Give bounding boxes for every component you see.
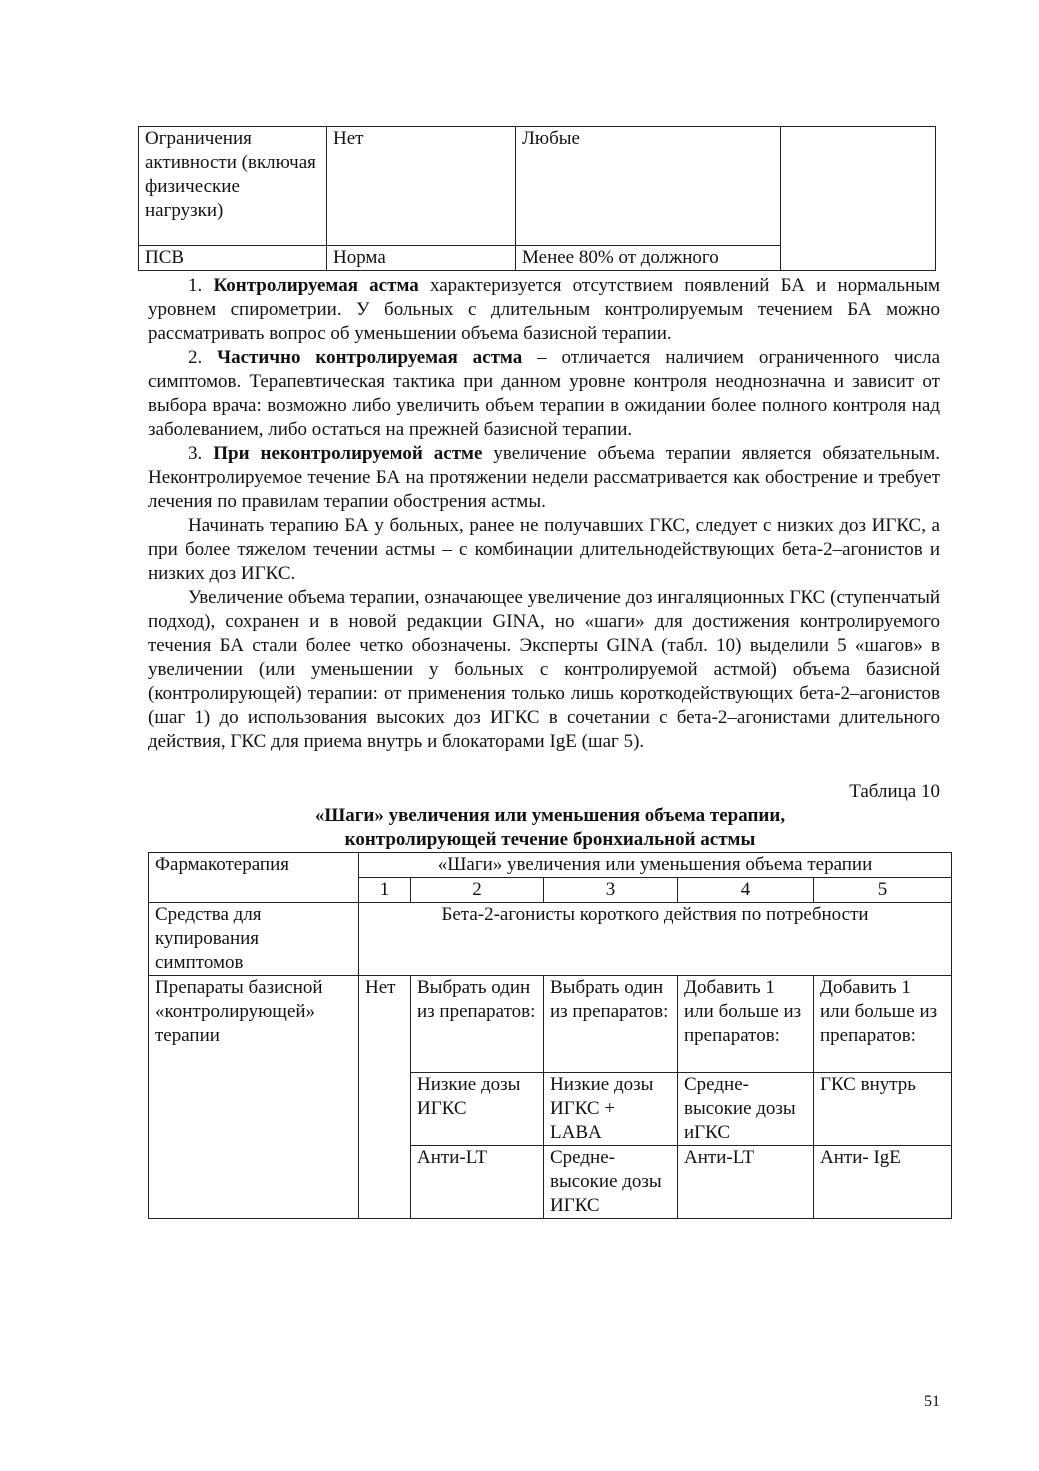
table-cell: Выбрать один из препаратов: <box>411 976 544 1073</box>
table-title-line: контролирующей течение бронхиальной астмы <box>344 829 756 850</box>
therapy-steps-table <box>148 852 952 1219</box>
step-number: 2 <box>411 878 544 903</box>
table-cell: Любые <box>516 127 781 246</box>
table-cell: Добавить 1 или больше из препаратов: <box>814 976 952 1073</box>
paragraph-number: 3. <box>188 443 214 464</box>
table-cell: Ограничения активности (включая физические нагрузки) <box>139 127 327 246</box>
header-steps: «Шаги» увеличения или уменьшения объема терапии <box>359 853 952 878</box>
table-row <box>149 903 952 976</box>
paragraph-number: 1. <box>188 275 214 296</box>
table-cell: Анти-LT <box>678 1146 814 1219</box>
step-number: 1 <box>359 878 411 903</box>
table-header-row <box>149 853 952 878</box>
table-title <box>148 804 952 852</box>
table-cell-empty <box>781 127 936 271</box>
table-row <box>139 127 936 246</box>
table-cell: Низкие дозы ИГКС + LABA <box>544 1073 678 1146</box>
page-number: 51 <box>924 1393 940 1410</box>
table-cell: Нет <box>327 127 516 246</box>
term-bold: Контролируемая астма <box>213 275 419 296</box>
paragraph-partial <box>148 346 940 442</box>
table-cell: Анти-LT <box>411 1146 544 1219</box>
paragraph-text: увеличение объема терапии является обязательным. Неконтролируемое течение БА на протяжении недели рассматривается как обострение и требует лечения по правилам терапии обострения астмы. <box>148 443 940 512</box>
paragraph-controlled <box>148 274 940 346</box>
paragraph-text: – отличается наличием ограниченного числа симптомов. Терапевтическая тактика при данном уровне контроля неоднозначна и зависит от выбора врача: возможно либо увеличить объем терапии в ожидании более полного контроля над заболеванием, либо остаться на прежней базисной терапии. <box>148 347 940 440</box>
paragraph-uncontrolled <box>148 442 940 514</box>
step1-value: Нет <box>359 976 411 1219</box>
step-number: 4 <box>678 878 814 903</box>
paragraph-text: характеризуется отсутствием появлений БА и нормальным уровнем спирометрии. У больных с длительным контролируемым течением БА можно рассматривать вопрос об уменьшении объема базисной терапии. <box>148 275 941 344</box>
row-label-relief: Средства для купирования симптомов <box>149 903 359 976</box>
table-cell: Средне-высокие дозы иГКС <box>678 1073 814 1146</box>
table-cell: Норма <box>327 246 516 271</box>
table-cell: Низкие дозы ИГКС <box>411 1073 544 1146</box>
paragraph-start-therapy: Начинать терапию БА у больных, ранее не получавших ГКС, следует с низких доз ИГКС, а при более тяжелом течении астмы – с комбинации длительнодействующих бета-2–агонистов и низких доз ИГКС. <box>148 515 940 584</box>
body-text <box>148 274 940 754</box>
term-bold: Частично контролируемая астма <box>217 347 523 368</box>
table-number: Таблица 10 <box>849 781 940 802</box>
relief-value: Бета-2-агонисты короткого действия по потребности <box>359 903 952 976</box>
step-number: 3 <box>544 878 678 903</box>
paragraph-number: 2. <box>188 347 218 368</box>
term-bold: При неконтролируемой астме <box>213 443 483 464</box>
table-row <box>149 976 952 1073</box>
step-number: 5 <box>814 878 952 903</box>
table-cell: ГКС внутрь <box>814 1073 952 1146</box>
control-levels-table-continuation <box>138 126 936 271</box>
table-cell: Добавить 1 или больше из препаратов: <box>678 976 814 1073</box>
paragraph-step-approach: Увеличение объема терапии, означающее увеличение доз ингаляционных ГКС (ступенчатый подход), сохранен и в новой редакции GINA, но «шаги» для достижения контролируемого течения БА стали более четко обозначены. Эксперты GINA (табл. 10) выделили 5 «шагов» в увеличении (или уменьшении у больных с контролируемой астмой) объема базисной (контролирующей) терапии: от применения только лишь короткодействующих бета-2–агонистов (шаг 1) до использования высоких доз ИГКС в сочетании с бета-2–агонистами длительного действия, ГКС для приема внутрь и блокаторами IgE (шаг 5). <box>148 587 940 752</box>
table-title-line: «Шаги» увеличения или уменьшения объема терапии, <box>314 805 786 826</box>
table-cell: ПСВ <box>139 246 327 271</box>
table-cell: Менее 80% от должного <box>516 246 781 271</box>
table-cell: Анти- IgE <box>814 1146 952 1219</box>
table-cell: Средне-высокие дозы ИГКС <box>544 1146 678 1219</box>
table-cell: Выбрать один из препаратов: <box>544 976 678 1073</box>
header-pharmacotherapy: Фармакотерапия <box>149 853 359 903</box>
row-label-controller: Препараты базисной «контролирующей» терапии <box>149 976 359 1219</box>
